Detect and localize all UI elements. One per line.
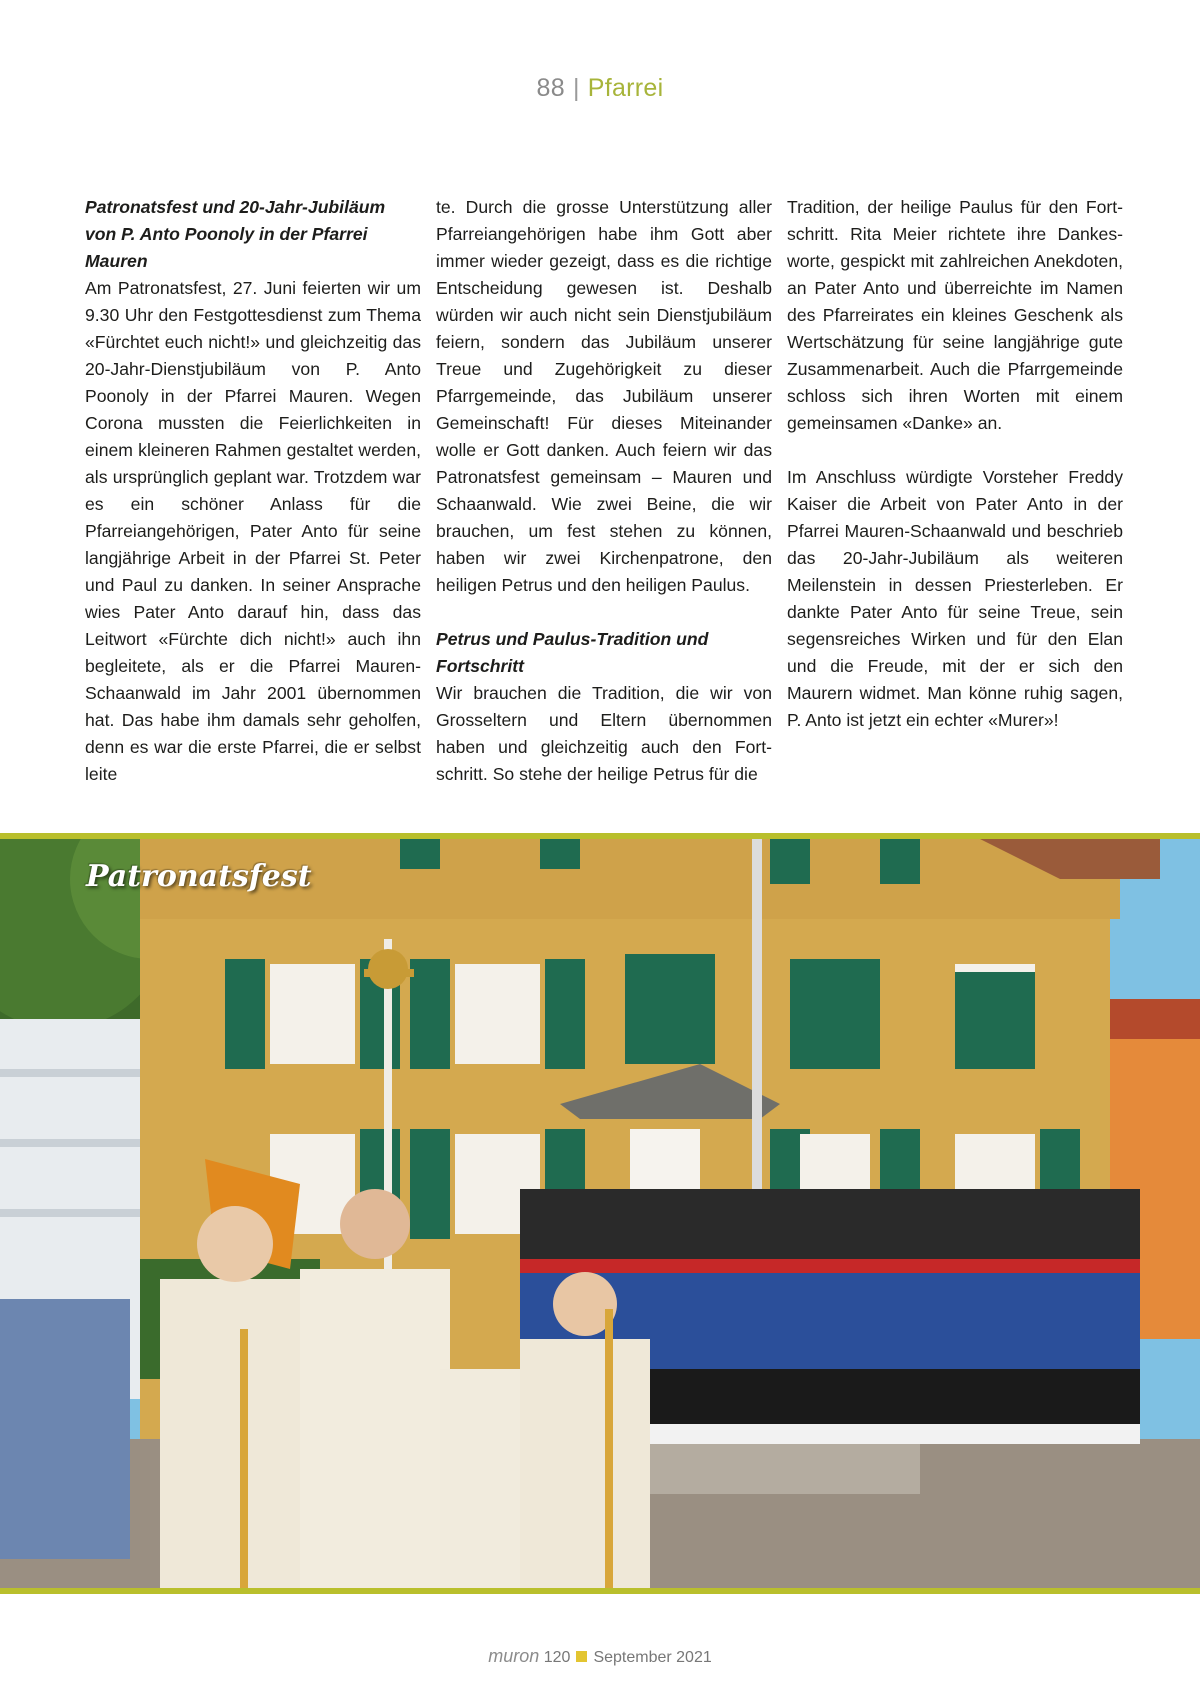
article-paragraph: Im Anschluss würdigte Vorsteher Freddy Kaiser die Arbeit von Pater Anto in der Pfarrei Mauren-Schaanwald und beschrieb das 20-Jahr-Jubiläum als weiteren Meilenstein in dessen Priesterleben. Er dankte Pater Anto für seine Treue, sein segensreiches Wirken und für den Elan und die Freude, mit der er sich den Maurern widmet. Man könne ruhig sagen, P. Anto ist jetzt ein echter «Murer»! [787, 467, 1123, 730]
issue-date: September 2021 [593, 1649, 712, 1666]
procession-photo-illustration [0, 839, 1200, 1588]
patronatsfest-photo [0, 839, 1200, 1588]
page-header [0, 74, 1200, 103]
subheading: Petrus und Paulus-Tradition und Fortschritt [436, 629, 709, 676]
article-paragraph: te. Durch die grosse Unterstützung aller Pfarreiangehörigen habe ihm Gott aber immer wieder gezeigt, dass es die richtige Entscheidung gewesen ist. Deshalb würden wir auch nicht sein Dienstjubiläum feiern, sondern das Jubiläum unserer Treue und Zugehörigkeit zu dieser Pfarrgemeinde, das Jubiläum unserer Gemeinschaft! Für dieses Miteinander wolle er Gott danken. Auch feiern wir das Patronatsfest gemeinsam – Mauren und Schaanwald. Wie zwei Beine, die wir brauchen, um fest stehen zu können, haben wir zwei Kirchenpatrone, den heiligen Petrus und den heiligen Paulus. [436, 197, 772, 595]
header-separator: | [572, 74, 580, 102]
issue-number: 120 [543, 1649, 571, 1666]
footer-square-icon [576, 1651, 587, 1662]
photo-caption: Patronatsfest [86, 859, 312, 894]
section-title: Pfarrei [587, 74, 664, 102]
article-paragraph: Wir brauchen die Tradition, die wir von Grosseltern und Eltern übernommen haben und gleichzeitig auch den Fortschritt. So stehe der heilige Petrus für die [436, 683, 772, 784]
page-number: 88 [536, 74, 565, 102]
article-paragraph: Tradition, der heilige Paulus für den Fortschritt. Rita Meier richtete ihre Dankesworte, gespickt mit zahlreichen Anekdoten, an Pater Anto und überreichte im Namen des Pfarreirates ein kleines Geschenk als Wertschätzung für seine langjährige gute Zusammenarbeit. Auch die Pfarrgemeinde schloss sich ihren Worten mit einem gemeinsamen «Danke» an. [787, 197, 1123, 433]
article-column-2 [436, 194, 772, 788]
article-paragraph: Am Patronatsfest, 27. Juni feierten wir um 9.30 Uhr den Festgottesdienst zum Thema «Fürchtet euch nicht!» und gleichzeitig das 20-Jahr-Dienstjubiläum von P. Anto Poonoly in der Pfarrei Mauren. Wegen Corona mussten die Feierlichkeiten in einem kleineren Rahmen gestaltet werden, als ursprünglich geplant war. Trotzdem war es ein schöner Anlass für die Pfarreiangehörigen, Pater Anto für seine langjährige Arbeit in der Pfarrei St. Peter und Paul zu danken. In seiner Ansprache wies Pater Anto darauf hin, dass das Leitwort «Fürchte dich nicht!» auch ihn begleitete, als er die Pfarrei Mauren-Schaanwald im Jahr 2001 übernommen hat. Das habe ihm damals sehr geholfen, denn es war die erste Pfarrei, die er selbst leite [85, 278, 421, 784]
page-footer [0, 1646, 1200, 1667]
photo-bottom-rule [0, 1588, 1200, 1594]
article-heading: Patronatsfest und 20-Jahr-Jubiläum von P. Anto Poonoly in der Pfarrei Mauren [85, 197, 386, 271]
article-column-3 [787, 194, 1123, 734]
magazine-name: muron [488, 1646, 540, 1666]
article-column-1 [85, 194, 421, 788]
